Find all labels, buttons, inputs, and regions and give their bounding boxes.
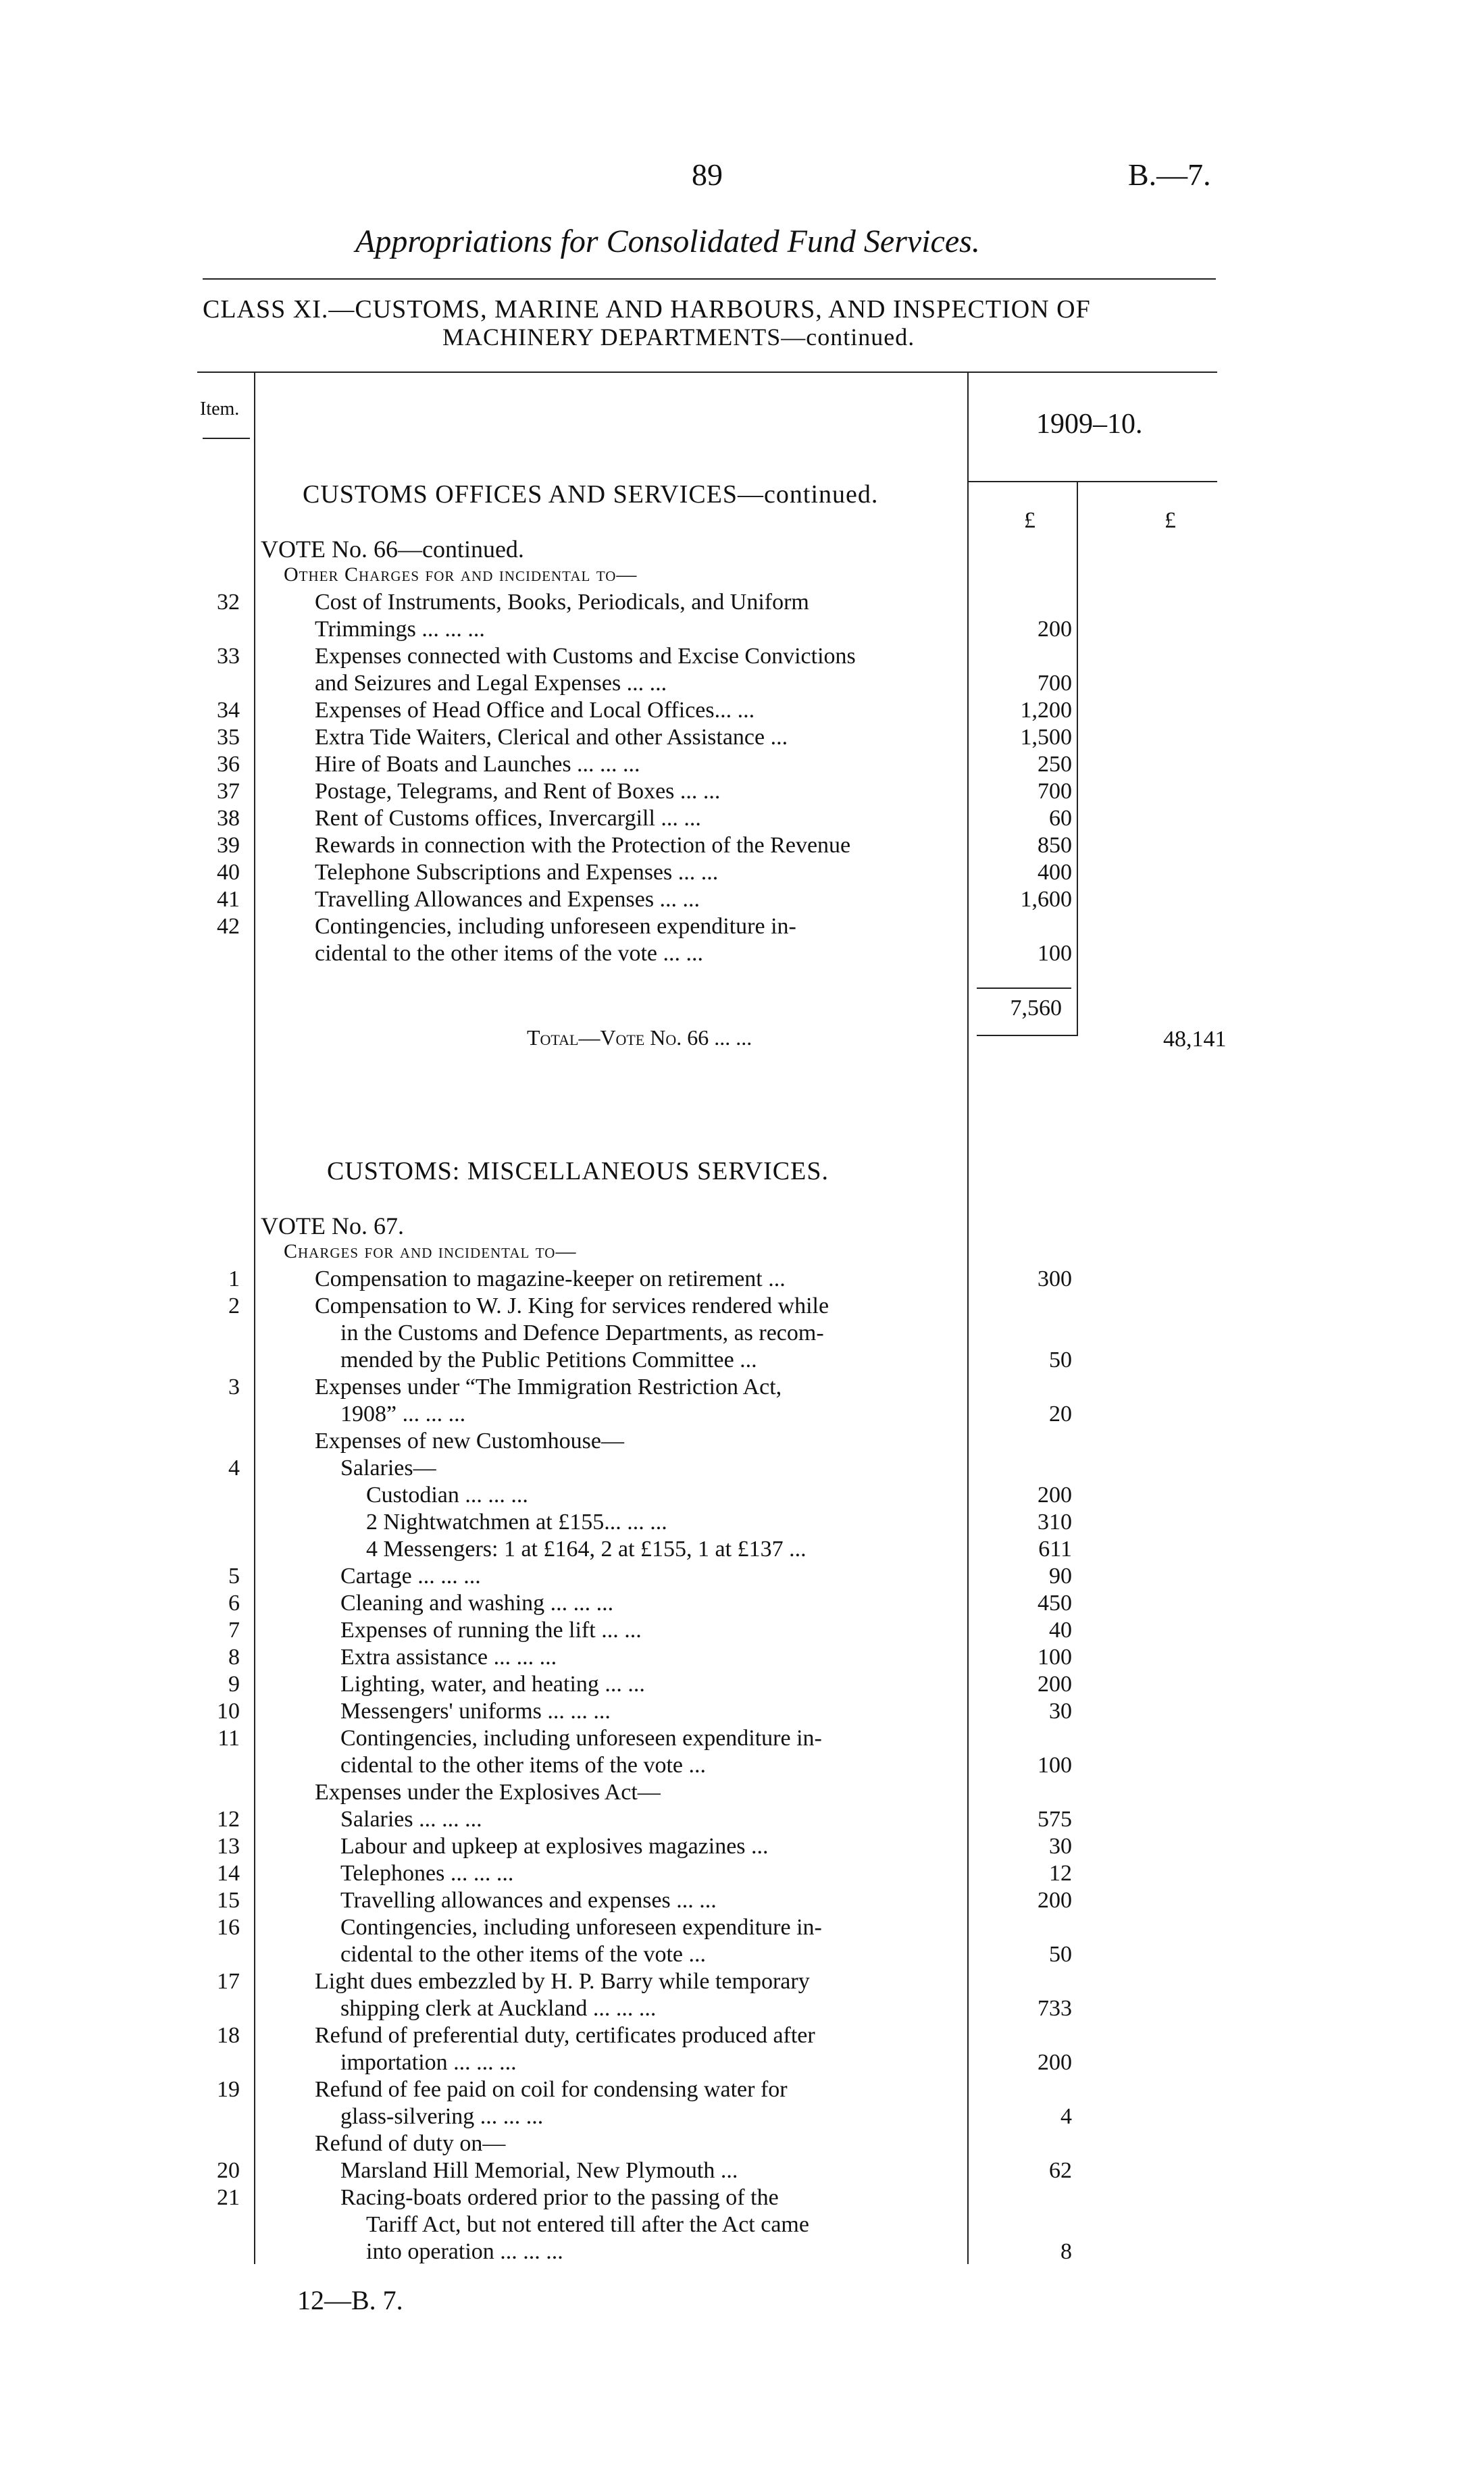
table-row — [0, 1482, 1484, 1509]
item-description: Salaries— — [340, 1456, 436, 1481]
item-description: Compensation to magazine-keeper on retirement ... — [315, 1266, 786, 1291]
table-row — [0, 1455, 1484, 1482]
item-description: Expenses of new Customhouse— — [315, 1429, 625, 1454]
table-row — [0, 1941, 1484, 1968]
item-number: 15 — [217, 1888, 240, 1913]
footer-signature: 12—B. 7. — [297, 2285, 403, 2315]
section-heading-customs-misc: CUSTOMS: MISCELLANEOUS SERVICES. — [327, 1157, 829, 1185]
item-description: Marsland Hill Memorial, New Plymouth ... — [340, 2158, 738, 2183]
item-amount: 20 — [1049, 1402, 1072, 1427]
item-description: cidental to the other items of the vote ... ... — [315, 941, 704, 966]
item-amount: 200 — [1038, 1888, 1072, 1913]
table-row — [0, 886, 1484, 913]
item-description: Labour and upkeep at explosives magazines ... — [340, 1834, 769, 1859]
vote-66-subtotal: 7,560 — [1010, 996, 1062, 1021]
item-amount: 1,500 — [1020, 725, 1072, 750]
item-description: and Seizures and Legal Expenses ... ... — [315, 671, 667, 696]
item-amount: 1,600 — [1020, 887, 1072, 912]
table-row — [0, 697, 1484, 724]
item-amount: 575 — [1038, 1807, 1072, 1832]
item-number: 14 — [217, 1861, 240, 1886]
item-amount: 200 — [1038, 1672, 1072, 1697]
item-amount: 200 — [1038, 1483, 1072, 1508]
item-description: glass-silvering ... ... ... — [340, 2104, 544, 2129]
item-number: 8 — [228, 1645, 240, 1670]
item-number: 20 — [217, 2158, 240, 2183]
item-number: 6 — [228, 1591, 240, 1616]
class-title-line2: MACHINERY DEPARTMENTS—continued. — [442, 324, 915, 351]
item-description: Cost of Instruments, Books, Periodicals, and Uniform — [315, 590, 809, 615]
table-row — [0, 1779, 1484, 1806]
item-description: Lighting, water, and heating ... ... — [340, 1672, 645, 1697]
table-row — [0, 940, 1484, 967]
item-amount: 30 — [1049, 1699, 1072, 1724]
item-description: Hire of Boats and Launches ... ... ... — [315, 752, 640, 777]
item-description: Cartage ... ... ... — [340, 1564, 481, 1589]
item-description: Travelling Allowances and Expenses ... ... — [315, 887, 700, 912]
item-description: Light dues embezzled by H. P. Barry while temporary — [315, 1969, 810, 1994]
vote-67-subheading: Charges for and incidental to— — [284, 1240, 577, 1262]
table-row — [0, 1968, 1484, 1995]
item-description: Rewards in connection with the Protection of the Revenue — [315, 833, 851, 858]
item-number: 12 — [217, 1807, 240, 1832]
item-number: 13 — [217, 1834, 240, 1859]
item-amount: 310 — [1038, 1510, 1072, 1535]
table-row — [0, 1806, 1484, 1833]
table-row — [0, 805, 1484, 832]
table-row — [0, 1320, 1484, 1347]
item-description: 2 Nightwatchmen at £155... ... ... — [366, 1510, 667, 1535]
item-amount: 60 — [1049, 806, 1072, 831]
table-row — [0, 1833, 1484, 1860]
item-amount: 12 — [1049, 1861, 1072, 1886]
item-amount: 4 — [1060, 2104, 1072, 2129]
item-description: Racing-boats ordered prior to the passing of the — [340, 2185, 779, 2210]
vote-66-title: VOTE No. 66—continued. — [261, 536, 524, 563]
item-description: Trimmings ... ... ... — [315, 617, 485, 642]
item-number: 10 — [217, 1699, 240, 1724]
table-row — [0, 1995, 1484, 2022]
item-amount: 200 — [1038, 2050, 1072, 2075]
table-row — [0, 616, 1484, 643]
top-rule — [203, 278, 1216, 280]
item-number: 9 — [228, 1672, 240, 1697]
item-number: 38 — [217, 806, 240, 831]
table-row — [0, 2103, 1484, 2130]
item-amount: 50 — [1049, 1348, 1072, 1372]
item-description: Refund of preferential duty, certificates produced after — [315, 2023, 815, 2048]
item-description: Cleaning and washing ... ... ... — [340, 1591, 614, 1616]
item-amount: 8 — [1060, 2239, 1072, 2264]
item-number: 39 — [217, 833, 240, 858]
table-row — [0, 2022, 1484, 2049]
item-description: Extra assistance ... ... ... — [340, 1645, 557, 1670]
item-number: 35 — [217, 725, 240, 750]
year-header-rule — [969, 481, 1217, 482]
item-description: into operation ... ... ... — [366, 2239, 563, 2264]
table-row — [0, 2130, 1484, 2157]
item-column-header: Item. — [200, 399, 240, 419]
item-description: Refund of duty on— — [315, 2131, 506, 2156]
item-amount: 611 — [1038, 1537, 1072, 1562]
item-amount: 50 — [1049, 1942, 1072, 1967]
table-row — [0, 1563, 1484, 1590]
item-number: 7 — [228, 1618, 240, 1643]
table-row — [0, 1752, 1484, 1779]
table-row — [0, 859, 1484, 886]
item-amount: 100 — [1038, 1753, 1072, 1778]
item-description: Tariff Act, but not entered till after the Act came — [366, 2212, 809, 2237]
table-row — [0, 1860, 1484, 1887]
table-row — [0, 1536, 1484, 1563]
table-row — [0, 1617, 1484, 1644]
item-number: 18 — [217, 2023, 240, 2048]
table-row — [0, 1698, 1484, 1725]
item-description: Salaries ... ... ... — [340, 1807, 482, 1832]
table-row — [0, 1725, 1484, 1752]
item-description: Compensation to W. J. King for services rendered while — [315, 1293, 829, 1318]
item-amount: 700 — [1038, 779, 1072, 804]
item-number: 40 — [217, 860, 240, 885]
table-row — [0, 1509, 1484, 1536]
table-row — [0, 724, 1484, 751]
item-description: 4 Messengers: 1 at £164, 2 at £155, 1 at £137 ... — [366, 1537, 807, 1562]
table-row — [0, 1671, 1484, 1698]
item-number: 5 — [228, 1564, 240, 1589]
item-number: 3 — [228, 1375, 240, 1400]
class-title-line1: CLASS XI.—CUSTOMS, MARINE AND HARBOURS, AND INSPECTION OF — [203, 295, 1091, 324]
section-heading-customs-offices: CUSTOMS OFFICES AND SERVICES—continued. — [303, 480, 879, 509]
table-top-rule — [197, 371, 1217, 373]
item-amount: 1,200 — [1020, 698, 1072, 723]
item-amount: 200 — [1038, 617, 1072, 642]
page-number: 89 — [692, 157, 723, 192]
item-number: 17 — [217, 1969, 240, 1994]
item-amount: 450 — [1038, 1591, 1072, 1616]
document-reference: B.—7. — [1128, 157, 1211, 192]
item-description: Telephones ... ... ... — [340, 1861, 514, 1886]
table-row — [0, 1428, 1484, 1455]
item-amount: 300 — [1038, 1266, 1072, 1291]
item-description: Contingencies, including unforeseen expenditure in- — [340, 1726, 822, 1751]
table-row — [0, 1266, 1484, 1293]
item-description: Rent of Customs offices, Invercargill ... ... — [315, 806, 701, 831]
item-description: Expenses of Head Office and Local Offices... ... — [315, 698, 755, 723]
item-number: 2 — [228, 1293, 240, 1318]
item-description: Postage, Telegrams, and Rent of Boxes ... ... — [315, 779, 721, 804]
vote-66-total-label: Total—Vote No. 66 ... ... — [527, 1025, 752, 1050]
year-column-header: 1909–10. — [1036, 409, 1143, 440]
item-amount: 100 — [1038, 941, 1072, 966]
table-row — [0, 1374, 1484, 1401]
table-row — [0, 1887, 1484, 1914]
item-description: cidental to the other items of the vote ... — [340, 1942, 707, 1967]
item-description: in the Customs and Defence Departments, as recom- — [340, 1320, 824, 1345]
table-row — [0, 1914, 1484, 1941]
item-number: 34 — [217, 698, 240, 723]
item-number: 11 — [218, 1726, 240, 1751]
currency-symbol-2: £ — [1165, 508, 1176, 533]
item-amount: 700 — [1038, 671, 1072, 696]
currency-symbol-1: £ — [1024, 508, 1035, 533]
item-number: 4 — [228, 1456, 240, 1481]
table-row — [0, 2211, 1484, 2238]
item-number: 42 — [217, 914, 240, 939]
table-row — [0, 589, 1484, 616]
item-description: 1908” ... ... ... — [340, 1402, 466, 1427]
item-amount: 100 — [1038, 1645, 1072, 1670]
item-number: 41 — [217, 887, 240, 912]
table-row — [0, 1590, 1484, 1617]
item-amount: 40 — [1049, 1618, 1072, 1643]
item-description: shipping clerk at Auckland ... ... ... — [340, 1996, 657, 2021]
item-amount: 62 — [1049, 2158, 1072, 2183]
item-description: Expenses of running the lift ... ... — [340, 1618, 642, 1643]
item-description: Messengers' uniforms ... ... ... — [340, 1699, 611, 1724]
table-row — [0, 1293, 1484, 1320]
item-description: Expenses connected with Customs and Excise Convictions — [315, 644, 856, 669]
item-number: 21 — [217, 2185, 240, 2210]
item-number: 37 — [217, 779, 240, 804]
table-row — [0, 778, 1484, 805]
item-header-rule — [203, 438, 250, 439]
subtotal-rule-bottom — [977, 1035, 1078, 1036]
item-description: importation ... ... ... — [340, 2050, 517, 2075]
item-amount: 90 — [1049, 1564, 1072, 1589]
item-description: Travelling allowances and expenses ... ... — [340, 1888, 717, 1913]
vote-66-subheading: Other Charges for and incidental to— — [284, 563, 638, 586]
table-row — [0, 2184, 1484, 2211]
item-description: Refund of fee paid on coil for condensing water for — [315, 2077, 788, 2102]
item-description: mended by the Public Petitions Committee ... — [340, 1348, 757, 1372]
table-row — [0, 2049, 1484, 2076]
item-amount: 30 — [1049, 1834, 1072, 1859]
table-row — [0, 1347, 1484, 1374]
vote-67-title: VOTE No. 67. — [261, 1212, 404, 1239]
item-description: Extra Tide Waiters, Clerical and other Assistance ... — [315, 725, 788, 750]
item-description: Telephone Subscriptions and Expenses ... ... — [315, 860, 719, 885]
item-number: 36 — [217, 752, 240, 777]
item-description: Expenses under the Explosives Act— — [315, 1780, 661, 1805]
table-row — [0, 1401, 1484, 1428]
page-subtitle: Appropriations for Consolidated Fund Services. — [355, 224, 980, 259]
item-number: 19 — [217, 2077, 240, 2102]
table-row — [0, 670, 1484, 697]
vote-66-total: 48,141 — [1163, 1027, 1227, 1052]
item-description: Contingencies, including unforeseen expenditure in- — [315, 914, 796, 939]
item-number: 1 — [228, 1266, 240, 1291]
table-row — [0, 1644, 1484, 1671]
item-description: cidental to the other items of the vote ... — [340, 1753, 707, 1778]
item-amount: 850 — [1038, 833, 1072, 858]
subtotal-rule-top — [977, 987, 1071, 989]
item-amount: 733 — [1038, 1996, 1072, 2021]
item-description: Expenses under “The Immigration Restriction Act, — [315, 1375, 782, 1400]
item-amount: 400 — [1038, 860, 1072, 885]
item-number: 32 — [217, 590, 240, 615]
table-row — [0, 751, 1484, 778]
item-number: 33 — [217, 644, 240, 669]
item-description: Custodian ... ... ... — [366, 1483, 528, 1508]
item-description: Contingencies, including unforeseen expenditure in- — [340, 1915, 822, 1940]
item-amount: 250 — [1038, 752, 1072, 777]
table-row — [0, 2076, 1484, 2103]
table-row — [0, 2157, 1484, 2184]
table-row — [0, 832, 1484, 859]
item-number: 16 — [217, 1915, 240, 1940]
table-row — [0, 643, 1484, 670]
table-row — [0, 913, 1484, 940]
table-row — [0, 2238, 1484, 2265]
